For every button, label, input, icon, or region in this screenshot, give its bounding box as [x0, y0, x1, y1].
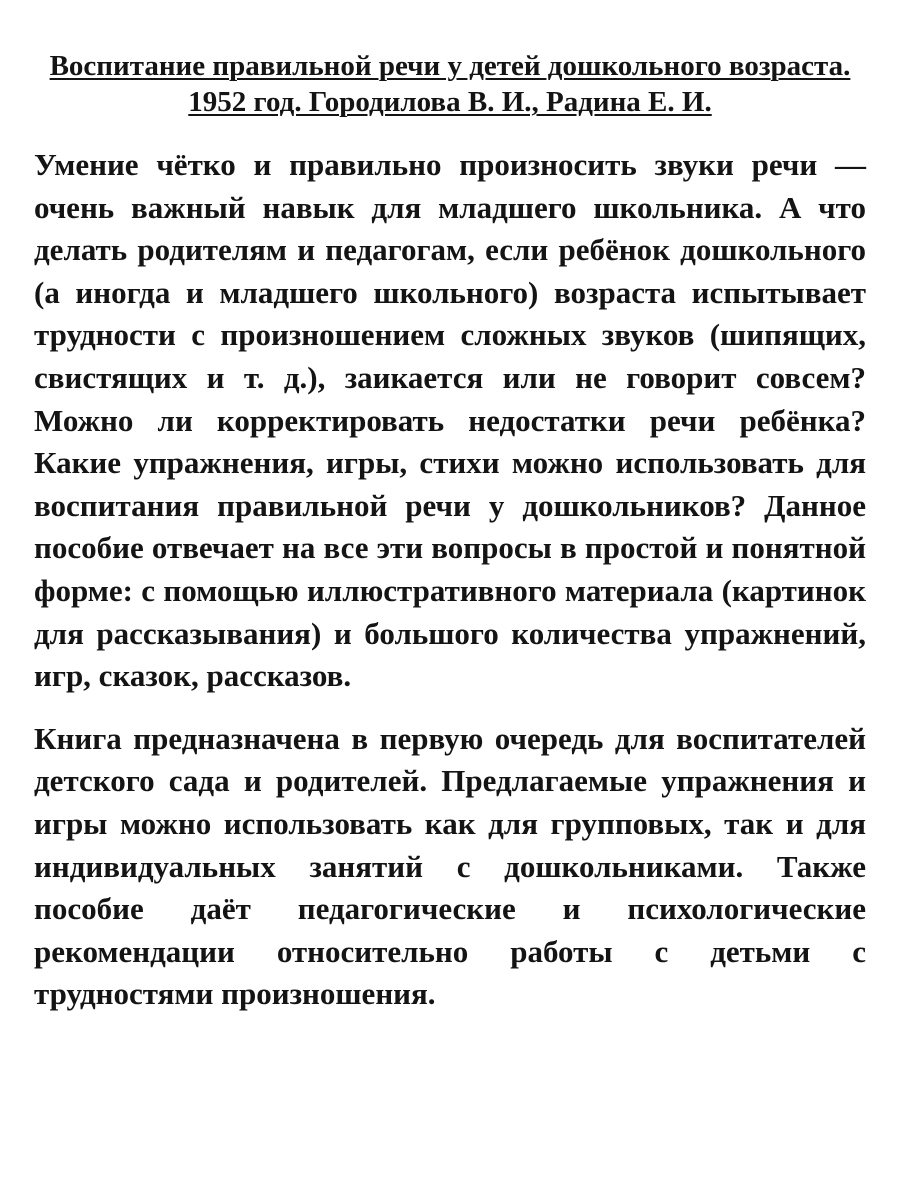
paragraph-introduction: Умение чётко и правильно произносить звуки речи — очень важный навык для младшего школьника. А что делать родителям и педагогам, если ребёнок дошкольного (а иногда и младшего школьного) возраста испытывает трудности с произношением сложных звуков (шипящих, свистящих и т. д.), заикается или не говорит совсем? Можно ли корректировать недостатки речи ребёнка? Какие упражнения, игры, стихи можно использовать для воспитания правильной речи у дошкольников? Данное пособие отвечает на все эти вопросы в простой и понятной форме: с помощью иллюстративного материала (картинок для рассказывания) и большого количества упражнений, игр, сказок, рассказов. [34, 147, 866, 694]
document-page [34, 48, 866, 1016]
paragraph-audience: Книга предназначена в первую очередь для воспитателей детского сада и родителей. Предлагаемые упражнения и игры можно использовать как для групповых, так и для индивидуальных занятий с дошкольниками. Также пособие даёт педагогические и психологические рекомендации относительно работы с детьми с трудностями произношения. [34, 720, 866, 1012]
document-title: Воспитание правильной речи у детей дошкольного возраста. 1952 год. Городилова В. И., Радина Е. И. [49, 50, 851, 118]
